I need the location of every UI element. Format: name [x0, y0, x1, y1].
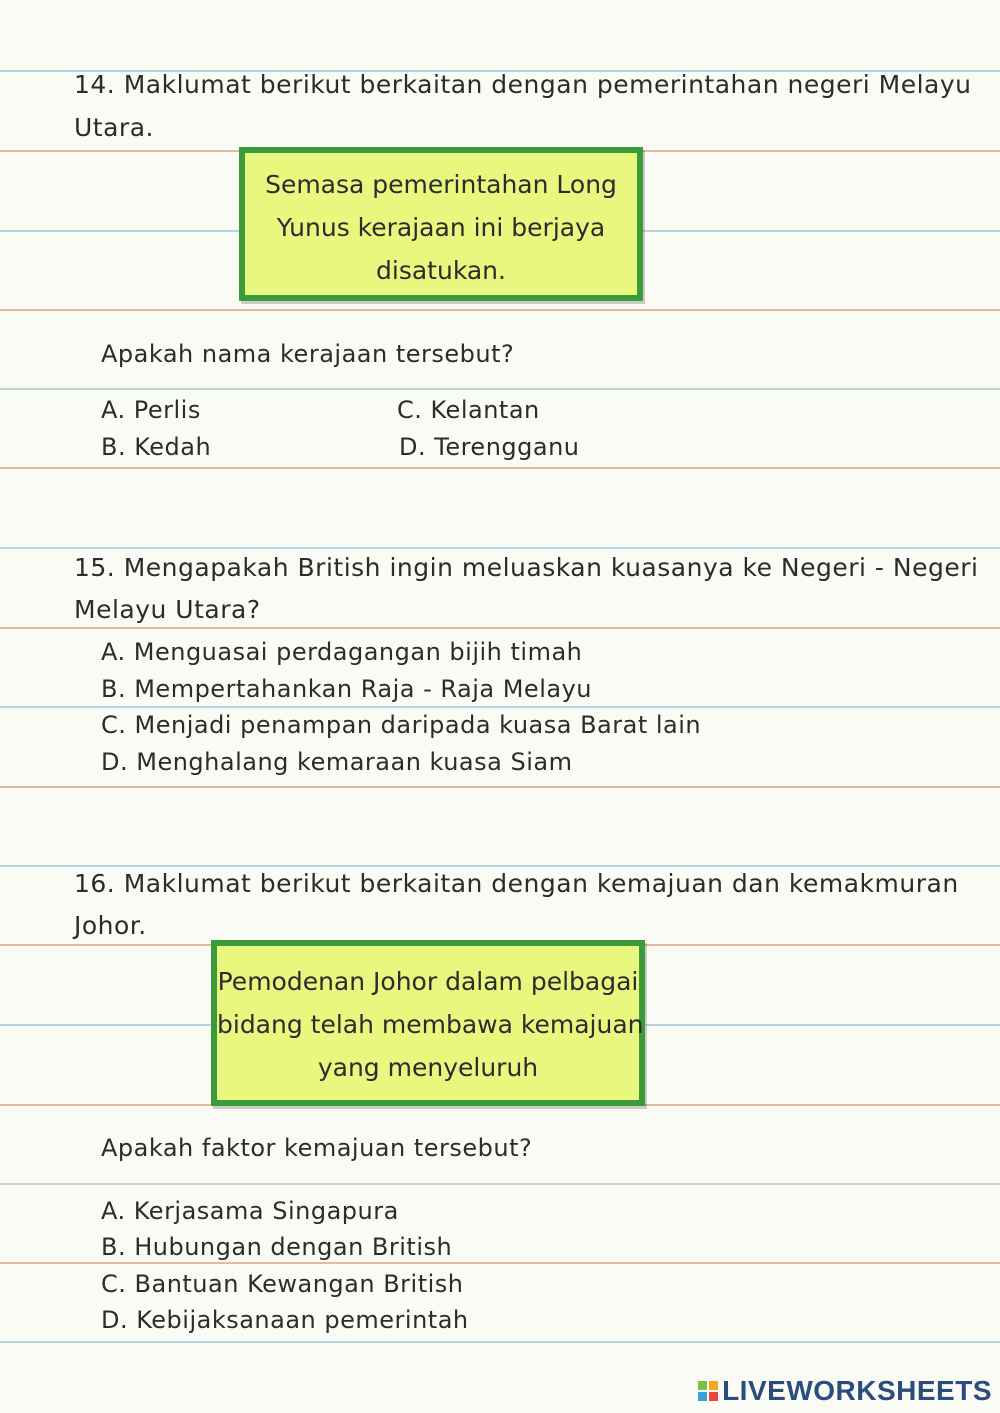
question-15-text-line2: Melayu Utara?	[74, 595, 261, 624]
rule-line	[0, 309, 1000, 311]
info-box-line: Yunus kerajaan ini berjaya	[276, 213, 606, 242]
option-c[interactable]: C. Kelantan	[397, 396, 540, 424]
question-16-text-line1: 16. Maklumat berikut berkaitan dengan kemajuan dan kemakmuran	[74, 869, 959, 898]
question-14-info-box	[239, 147, 643, 301]
rule-line	[0, 706, 1000, 708]
rule-line	[0, 865, 1000, 867]
option-a[interactable]: A. Kerjasama Singapura	[101, 1197, 399, 1225]
option-a[interactable]: A. Menguasai perdagangan bijih timah	[101, 638, 583, 666]
brand-name: LIVEWORKSHEETS	[722, 1375, 992, 1406]
info-box-line: Pemodenan Johor dalam pelbagai	[217, 967, 639, 996]
info-box-line: Semasa pemerintahan Long	[265, 170, 617, 199]
option-b[interactable]: B. Mempertahankan Raja - Raja Melayu	[101, 675, 592, 703]
info-box-line: bidang telah membawa kemajuan	[217, 1010, 644, 1039]
info-box-line: yang menyeluruh	[317, 1053, 539, 1082]
option-c[interactable]: C. Bantuan Kewangan British	[101, 1270, 464, 1298]
rule-line	[0, 547, 1000, 549]
liveworksheets-logo[interactable]	[698, 1375, 992, 1407]
option-d[interactable]: D. Terengganu	[399, 433, 580, 461]
rule-line	[0, 1262, 1000, 1264]
question-14-text-line2: Utara.	[74, 113, 154, 142]
question-14-text-line1: 14. Maklumat berikut berkaitan dengan pemerintahan negeri Melayu	[74, 70, 972, 99]
question-15-text-line1: 15. Mengapakah British ingin meluaskan kuasanya ke Negeri - Negeri	[74, 553, 979, 582]
option-c[interactable]: C. Menjadi penampan daripada kuasa Barat lain	[101, 711, 702, 739]
option-b[interactable]: B. Hubungan dengan British	[101, 1233, 453, 1261]
rule-line	[0, 467, 1000, 469]
rule-line	[0, 786, 1000, 788]
question-16-prompt: Apakah faktor kemajuan tersebut?	[101, 1134, 533, 1162]
option-a[interactable]: A. Perlis	[101, 396, 201, 424]
rule-line	[0, 1183, 1000, 1185]
info-box-line: disatukan.	[376, 256, 506, 285]
rule-line	[0, 627, 1000, 629]
question-16-text-line2: Johor.	[74, 911, 147, 940]
question-16-info-box	[211, 940, 645, 1106]
liveworksheets-logo-icon	[698, 1381, 718, 1401]
option-d[interactable]: D. Menghalang kemaraan kuasa Siam	[101, 748, 573, 776]
option-b[interactable]: B. Kedah	[101, 433, 212, 461]
rule-line	[0, 388, 1000, 390]
question-14-prompt: Apakah nama kerajaan tersebut?	[101, 340, 515, 368]
rule-line	[0, 1341, 1000, 1343]
option-d[interactable]: D. Kebijaksanaan pemerintah	[101, 1306, 469, 1334]
